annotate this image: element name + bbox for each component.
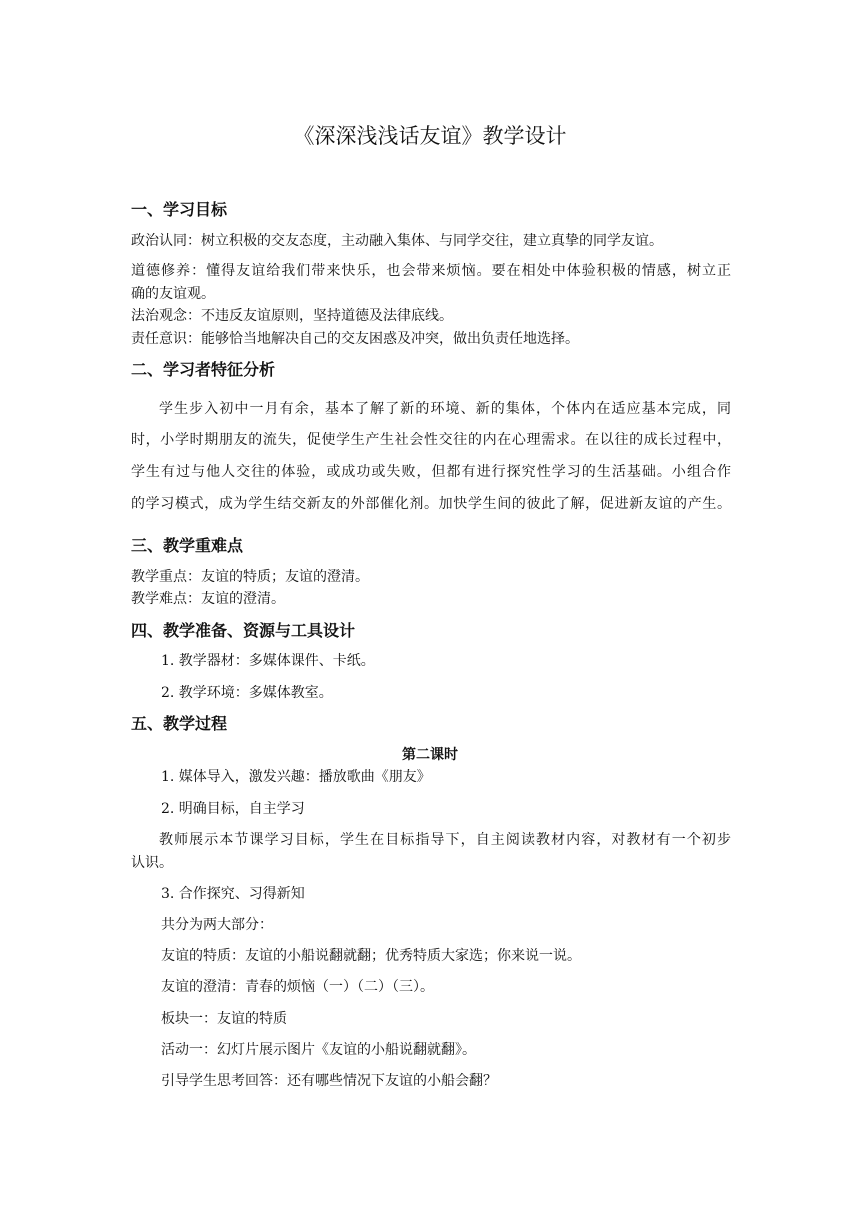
paragraph-clarification: 友谊的澄清：青春的烦恼（一）（二）（三）。	[161, 979, 434, 995]
document-title: 《深深浅浅话友谊》教学设计	[293, 124, 567, 148]
paragraph-key-point: 教学重点：友谊的特质；友谊的澄清。	[131, 569, 369, 585]
lesson-subheading: 第二课时	[402, 747, 458, 763]
list-item-environment: 2. 教学环境：多媒体教室。	[161, 685, 333, 701]
paragraph-political: 政治认同：树立积极的交友态度，主动融入集体、与同学交往，建立真挚的同学友谊。	[131, 233, 663, 249]
section-heading-learners: 二、学习者特征分析	[131, 360, 276, 379]
list-item-equipment: 1. 教学器材：多媒体课件、卡纸。	[161, 653, 375, 669]
paragraph-learners-line3: 学生有过与他人交往的体验，或成功或失败，但都有进行探究性学习的生活基础。小组合作	[131, 464, 731, 480]
paragraph-learners-line1: 学生步入初中一月有余，基本了解了新的环境、新的集体，个体内在适应基本完成，同	[159, 401, 731, 417]
step-goals: 2. 明确目标，自主学习	[161, 801, 305, 817]
section-heading-process: 五、教学过程	[131, 714, 228, 733]
paragraph-law: 法治观念：不违反友谊原则，坚持道德及法律底线。	[131, 308, 453, 324]
paragraph-moral-line1: 道德修养：懂得友谊给我们带来快乐，也会带来烦恼。要在相处中体验积极的情感，树立正	[131, 263, 731, 279]
step-media-intro: 1. 媒体导入，激发兴趣：播放歌曲《朋友》	[161, 769, 431, 785]
paragraph-learners-line4: 的学习模式，成为学生结交新友的外部催化剂。加快学生间的彼此了解，促进新友谊的产生。	[131, 496, 731, 512]
paragraph-guiding-question: 引导学生思考回答：还有哪些情况下友谊的小船会翻？	[161, 1073, 497, 1089]
paragraph-two-parts: 共分为两大部分：	[161, 917, 273, 933]
paragraph-responsibility: 责任意识：能够恰当地解决自己的交友困惑及冲突，做出负责任地选择。	[131, 331, 579, 347]
paragraph-block-one: 板块一：友谊的特质	[161, 1011, 287, 1027]
paragraph-traits: 友谊的特质：友谊的小船说翻就翻；优秀特质大家选；你来说一说。	[161, 948, 581, 964]
paragraph-learners-line2: 时，小学时期朋友的流失，促使学生产生社会性交往的内在心理需求。在以往的成长过程中，	[131, 432, 731, 448]
section-heading-preparation: 四、教学准备、资源与工具设计	[131, 621, 356, 640]
paragraph-moral-line2: 确的友谊观。	[131, 286, 215, 302]
step-cooperative: 3. 合作探究、习得新知	[161, 886, 305, 902]
section-heading-key-points: 三、教学重难点	[131, 536, 244, 555]
paragraph-goals-line2: 认识。	[131, 855, 173, 871]
paragraph-difficulty: 教学难点：友谊的澄清。	[131, 591, 285, 607]
section-heading-objectives: 一、学习目标	[131, 200, 228, 219]
paragraph-activity-one: 活动一：幻灯片展示图片《友谊的小船说翻就翻》。	[161, 1042, 476, 1058]
paragraph-goals-line1: 教师展示本节课学习目标，学生在目标指导下，自主阅读教材内容，对教材有一个初步	[159, 832, 731, 848]
